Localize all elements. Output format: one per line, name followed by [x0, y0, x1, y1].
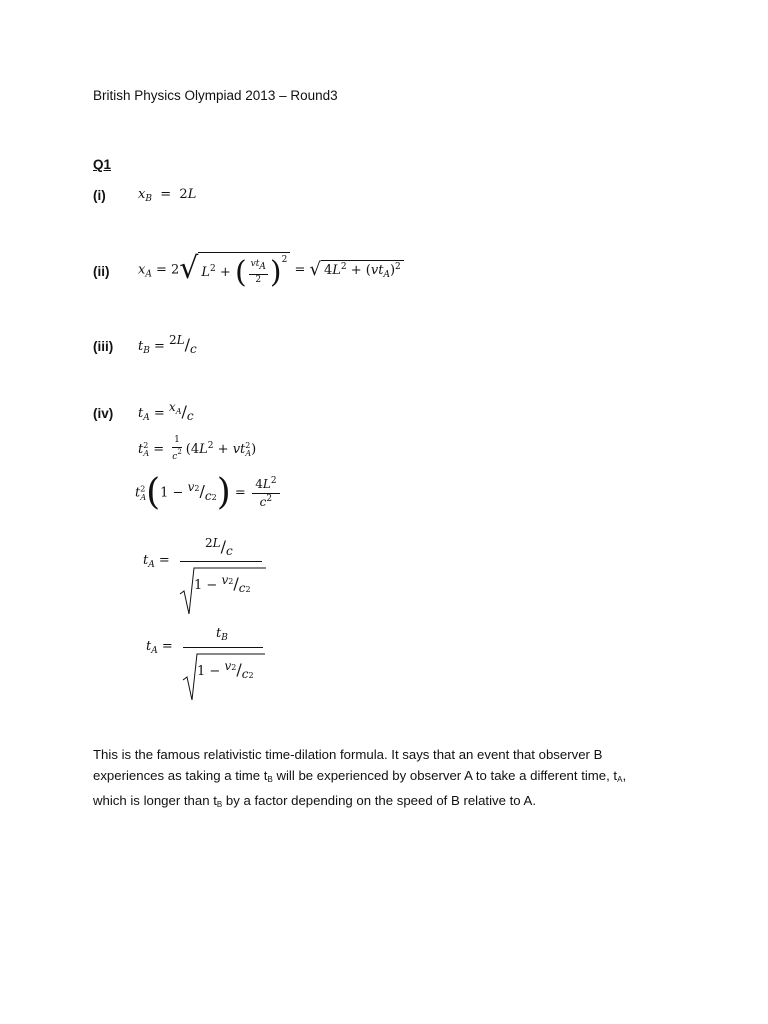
part-label-iii: (iii): [93, 339, 114, 354]
fraction-bar-iv-4: [180, 561, 262, 562]
part-label-iv: (iv): [93, 406, 114, 421]
part-label-i: (i): [93, 188, 106, 203]
equation-i: $x_B = 2L$: [138, 187, 197, 204]
equation-iv-2: $t^2_A$ = $\frac{1}{c^2}$ $(4L^2 + vt^2_A)$: [138, 435, 257, 462]
equation-iv-5-numerator: $t_B$: [216, 626, 228, 643]
equation-iv-3: $t^2_A(1 - ^{v2}/_{c2})$ = $\frac{4L^2}{c^2}$: [135, 475, 282, 511]
paragraph-line-1: This is the famous relativistic time-dilation formula. It says that an event that observer B: [93, 747, 603, 762]
paragraph-line-3: which is longer than $t_B$ by a factor depending on the speed of B relative to A.: [93, 793, 537, 809]
equation-iv-5-denominator: $1 - ^{v2}/_{c2}$: [197, 659, 254, 681]
part-label-ii: (ii): [93, 264, 110, 279]
equation-iv-4-numerator: $^{2L}/_c$: [205, 536, 233, 558]
explanation-paragraph: [93, 744, 683, 815]
equation-iv-4-lhs: $t_A$ =: [143, 553, 170, 570]
equation-iv-4-denominator: $1 - ^{v2}/_{c2}$: [194, 573, 251, 595]
document-title: British Physics Olympiad 2013 – Round3: [93, 88, 338, 103]
fraction-bar-iv-5: [183, 647, 263, 648]
equation-ii: $x_A = 2$ √ $L^2$ + ( $\frac{vt_A}{2}$ )$^2$ = √ $4L^2 + (vt_A)^2$: [138, 252, 404, 288]
equation-iv-5-lhs: $t_A$ =: [146, 639, 173, 656]
equation-iii: $t_B = ^{2L}/_c$: [138, 333, 197, 356]
paragraph-line-2: experiences as taking a time $t_B$ will be experienced by observer A to take a different time, $t_A$,: [93, 768, 627, 784]
equation-iv-1: $t_A = ^{x_A}/_c$: [138, 400, 194, 423]
question-label: Q1: [93, 157, 112, 172]
